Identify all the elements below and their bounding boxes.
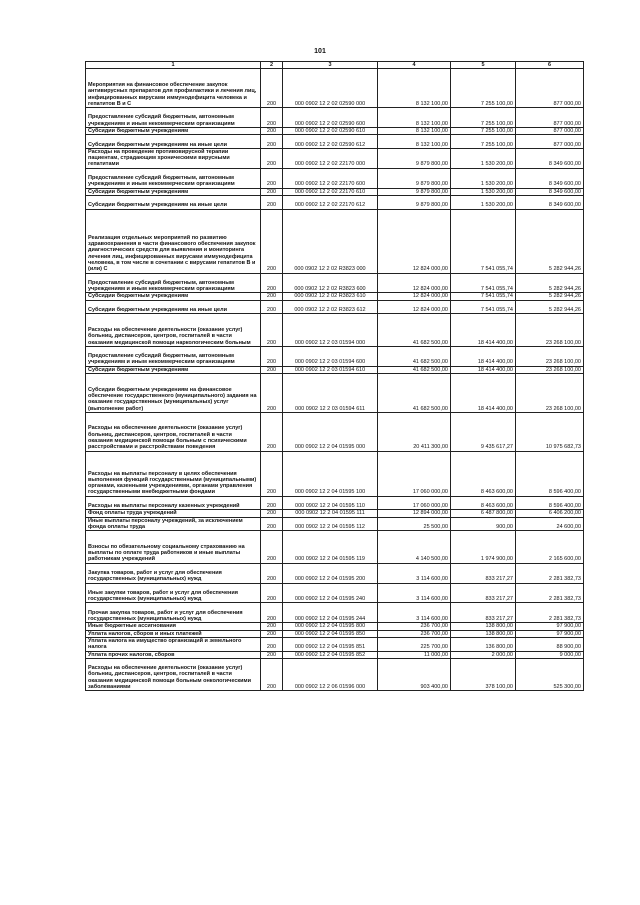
table-row	[86, 135, 584, 149]
remaining-amount-cell: 2 281 382,73	[516, 563, 584, 583]
approved-amount-cell: 12 824 000,00	[378, 273, 451, 293]
code-cell: 000 0902 12 2 06 01596 000	[283, 658, 378, 691]
approved-amount-cell: 41 682 500,00	[378, 314, 451, 347]
code-cell: 000 0902 12 2 04 01595 000	[283, 412, 378, 451]
section-cell: 200	[261, 583, 283, 603]
table-row	[86, 127, 584, 134]
section-cell: 200	[261, 374, 283, 413]
code-cell: 000 0902 12 2 04 01595 112	[283, 517, 378, 531]
remaining-amount-cell: 10 975 682,73	[516, 412, 584, 451]
table-body	[86, 69, 584, 691]
executed-amount-cell: 7 541 055,74	[451, 293, 516, 300]
section-cell: 200	[261, 293, 283, 300]
name-cell: Субсидии бюджетным учреждениям	[86, 127, 261, 134]
executed-amount-cell: 136 800,00	[451, 637, 516, 651]
section-cell: 200	[261, 637, 283, 651]
remaining-amount-cell: 2 281 382,73	[516, 603, 584, 623]
executed-amount-cell: 7 541 055,74	[451, 209, 516, 273]
code-cell: 000 0902 12 2 03 01594 611	[283, 374, 378, 413]
approved-amount-cell: 903 400,00	[378, 658, 451, 691]
page-number: 101	[314, 48, 326, 55]
approved-amount-cell: 41 682 500,00	[378, 366, 451, 373]
executed-amount-cell: 9 435 617,27	[451, 412, 516, 451]
remaining-amount-cell: 5 282 944,26	[516, 273, 584, 293]
table-row	[86, 651, 584, 658]
section-cell: 200	[261, 135, 283, 149]
approved-amount-cell: 12 824 000,00	[378, 300, 451, 314]
approved-amount-cell: 25 500,00	[378, 517, 451, 531]
code-cell: 000 0902 12 2 04 01595 111	[283, 510, 378, 517]
name-cell: Взносы по обязательному социальному страхованию на выплаты по оплате труда работников и иные выплаты работникам учреждений	[86, 531, 261, 564]
code-cell: 000 0902 12 2 04 01595 852	[283, 651, 378, 658]
name-cell: Предоставление субсидий бюджетным, автономным учреждениям и иным некоммерческим организациям	[86, 273, 261, 293]
section-cell: 200	[261, 517, 283, 531]
remaining-amount-cell: 9 000,00	[516, 651, 584, 658]
table-row	[86, 496, 584, 510]
remaining-amount-cell: 877 000,00	[516, 108, 584, 128]
remaining-amount-cell: 5 282 944,26	[516, 209, 584, 273]
header-cell: 5	[451, 62, 516, 69]
code-cell: 000 0902 12 2 04 01595 200	[283, 563, 378, 583]
executed-amount-cell: 138 800,00	[451, 623, 516, 630]
name-cell: Иные бюджетные ассигнования	[86, 623, 261, 630]
table-row	[86, 148, 584, 168]
executed-amount-cell: 900,00	[451, 517, 516, 531]
remaining-amount-cell: 8 349 600,00	[516, 188, 584, 195]
executed-amount-cell: 833 217,27	[451, 603, 516, 623]
remaining-amount-cell: 6 406 200,00	[516, 510, 584, 517]
name-cell: Иные закупки товаров, работ и услуг для обеспечения государственных (муниципальных) нужд	[86, 583, 261, 603]
approved-amount-cell: 3 114 600,00	[378, 563, 451, 583]
approved-amount-cell: 8 132 100,00	[378, 108, 451, 128]
approved-amount-cell: 8 132 100,00	[378, 135, 451, 149]
header-cell: 1	[86, 62, 261, 69]
section-cell: 200	[261, 658, 283, 691]
section-cell: 200	[261, 630, 283, 637]
approved-amount-cell: 8 132 100,00	[378, 69, 451, 108]
remaining-amount-cell: 877 000,00	[516, 127, 584, 134]
table-row	[86, 451, 584, 496]
section-cell: 200	[261, 195, 283, 209]
table-row	[86, 209, 584, 273]
executed-amount-cell: 6 487 800,00	[451, 510, 516, 517]
table-row	[86, 637, 584, 651]
executed-amount-cell: 7 255 100,00	[451, 69, 516, 108]
approved-amount-cell: 12 824 000,00	[378, 209, 451, 273]
executed-amount-cell: 8 463 600,00	[451, 451, 516, 496]
remaining-amount-cell: 88 900,00	[516, 637, 584, 651]
name-cell: Расходы на обеспечение деятельности (оказание услуг) больниц, диспансеров, центров, госпиталей в части оказания медицинской помощи наркологическим больным	[86, 314, 261, 347]
section-cell: 200	[261, 300, 283, 314]
code-cell: 000 0902 12 2 02 22170 600	[283, 168, 378, 188]
approved-amount-cell: 20 411 300,00	[378, 412, 451, 451]
table-row	[86, 366, 584, 373]
table-row	[86, 658, 584, 691]
code-cell: 000 0902 12 2 04 01595 800	[283, 623, 378, 630]
name-cell: Субсидии бюджетным учреждениям	[86, 188, 261, 195]
section-cell: 200	[261, 346, 283, 366]
table-row	[86, 273, 584, 293]
executed-amount-cell: 2 000,00	[451, 651, 516, 658]
code-cell: 000 0902 12 2 02 02590 610	[283, 127, 378, 134]
name-cell: Уплата прочих налогов, сборов	[86, 651, 261, 658]
approved-amount-cell: 17 060 000,00	[378, 451, 451, 496]
executed-amount-cell: 833 217,27	[451, 583, 516, 603]
executed-amount-cell: 1 530 200,00	[451, 188, 516, 195]
header-cell: 4	[378, 62, 451, 69]
table-row	[86, 346, 584, 366]
code-cell: 000 0902 12 2 03 01594 600	[283, 346, 378, 366]
name-cell: Иные выплаты персоналу учреждений, за исключением фонда оплаты труда	[86, 517, 261, 531]
approved-amount-cell: 11 000,00	[378, 651, 451, 658]
executed-amount-cell: 7 255 100,00	[451, 127, 516, 134]
section-cell: 200	[261, 366, 283, 373]
remaining-amount-cell: 23 268 100,00	[516, 314, 584, 347]
name-cell: Мероприятия на финансовое обеспечение закупок антивирусных препаратов для профилактики и лечения лиц, инфицированных вирусами иммунодефицита человека и гепатитов B и C	[86, 69, 261, 108]
name-cell: Расходы на обеспечение деятельности (оказание услуг) больниц, диспансеров, центров, госпиталей в части оказания медицинской помощи больным с психическими расстройствами и расстройствами поведения	[86, 412, 261, 451]
executed-amount-cell: 7 541 055,74	[451, 300, 516, 314]
code-cell: 000 0902 12 2 04 01595 244	[283, 603, 378, 623]
remaining-amount-cell: 8 349 600,00	[516, 148, 584, 168]
table-row	[86, 517, 584, 531]
code-cell: 000 0902 12 2 03 01594 000	[283, 314, 378, 347]
table-row	[86, 623, 584, 630]
code-cell: 000 0902 12 2 04 01595 240	[283, 583, 378, 603]
approved-amount-cell: 9 879 800,00	[378, 168, 451, 188]
approved-amount-cell: 225 700,00	[378, 637, 451, 651]
approved-amount-cell: 17 060 000,00	[378, 496, 451, 510]
approved-amount-cell: 41 682 500,00	[378, 346, 451, 366]
header-cell: 3	[283, 62, 378, 69]
executed-amount-cell: 833 217,27	[451, 563, 516, 583]
section-cell: 200	[261, 563, 283, 583]
name-cell: Фонд оплаты труда учреждений	[86, 510, 261, 517]
budget-table	[85, 61, 584, 691]
remaining-amount-cell: 8 596 400,00	[516, 496, 584, 510]
section-cell: 200	[261, 127, 283, 134]
name-cell: Прочая закупка товаров, работ и услуг для обеспечения государственных (муниципальных) нужд	[86, 603, 261, 623]
approved-amount-cell: 8 132 100,00	[378, 127, 451, 134]
section-cell: 200	[261, 451, 283, 496]
remaining-amount-cell: 8 596 400,00	[516, 451, 584, 496]
section-cell: 200	[261, 531, 283, 564]
executed-amount-cell: 18 414 400,00	[451, 366, 516, 373]
section-cell: 200	[261, 188, 283, 195]
executed-amount-cell: 1 530 200,00	[451, 195, 516, 209]
code-cell: 000 0902 12 2 02 22170 000	[283, 148, 378, 168]
name-cell: Предоставление субсидий бюджетным, автономным учреждениям и иным некоммерческим организациям	[86, 346, 261, 366]
name-cell: Субсидии бюджетным учреждениям	[86, 293, 261, 300]
executed-amount-cell: 18 414 400,00	[451, 374, 516, 413]
executed-amount-cell: 138 800,00	[451, 630, 516, 637]
approved-amount-cell: 4 140 500,00	[378, 531, 451, 564]
code-cell: 000 0902 12 2 04 01595 119	[283, 531, 378, 564]
approved-amount-cell: 9 879 800,00	[378, 195, 451, 209]
code-cell: 000 0902 12 2 02 R3823 610	[283, 293, 378, 300]
remaining-amount-cell: 23 268 100,00	[516, 366, 584, 373]
name-cell: Закупка товаров, работ и услуг для обеспечения государственных (муниципальных) нужд	[86, 563, 261, 583]
executed-amount-cell: 7 541 055,74	[451, 273, 516, 293]
section-cell: 200	[261, 168, 283, 188]
code-cell: 000 0902 12 2 02 R3823 600	[283, 273, 378, 293]
approved-amount-cell: 9 879 800,00	[378, 148, 451, 168]
section-cell: 200	[261, 510, 283, 517]
remaining-amount-cell: 5 282 944,26	[516, 300, 584, 314]
name-cell: Реализация отдельных мероприятий по развитию здравоохранения в части финансового обеспечения закупок диагностических средств для выявления и мониторинга лечения лиц, инфицированных вирусами иммунодефицита человека, в том числе в сочетании с вирусами гепатитов B и (или) C	[86, 209, 261, 273]
remaining-amount-cell: 877 000,00	[516, 135, 584, 149]
table-row	[86, 69, 584, 108]
table-row	[86, 630, 584, 637]
remaining-amount-cell: 877 000,00	[516, 69, 584, 108]
code-cell: 000 0902 12 2 04 01595 851	[283, 637, 378, 651]
name-cell: Субсидии бюджетным учреждениям на иные цели	[86, 195, 261, 209]
name-cell: Расходы на проведение противовирусной терапии пациентам, страдающим хроническими вирусными гепатитами	[86, 148, 261, 168]
remaining-amount-cell: 2 165 600,00	[516, 531, 584, 564]
table-row	[86, 563, 584, 583]
section-cell: 200	[261, 148, 283, 168]
executed-amount-cell: 1 530 200,00	[451, 168, 516, 188]
name-cell: Уплата налогов, сборов и иных платежей	[86, 630, 261, 637]
table-row	[86, 374, 584, 413]
header-cell: 6	[516, 62, 584, 69]
approved-amount-cell: 41 682 500,00	[378, 374, 451, 413]
code-cell: 000 0902 12 2 02 02590 000	[283, 69, 378, 108]
remaining-amount-cell: 8 349 600,00	[516, 195, 584, 209]
section-cell: 200	[261, 412, 283, 451]
remaining-amount-cell: 97 900,00	[516, 630, 584, 637]
table-row	[86, 168, 584, 188]
table-row	[86, 603, 584, 623]
remaining-amount-cell: 8 349 600,00	[516, 168, 584, 188]
table-row	[86, 188, 584, 195]
remaining-amount-cell: 5 282 944,26	[516, 293, 584, 300]
table-row	[86, 510, 584, 517]
name-cell: Расходы на обеспечение деятельности (оказание услуг) больниц, диспансеров, центров, госпиталей в части оказания медицинской помощи больным онкологическими заболеваниями	[86, 658, 261, 691]
approved-amount-cell: 12 824 000,00	[378, 293, 451, 300]
table-row	[86, 195, 584, 209]
executed-amount-cell: 18 414 400,00	[451, 314, 516, 347]
section-cell: 200	[261, 603, 283, 623]
code-cell: 000 0902 12 2 04 01595 110	[283, 496, 378, 510]
executed-amount-cell: 7 255 100,00	[451, 108, 516, 128]
remaining-amount-cell: 2 281 382,73	[516, 583, 584, 603]
name-cell: Предоставление субсидий бюджетным, автономным учреждениям и иным некоммерческим организациям	[86, 108, 261, 128]
approved-amount-cell: 12 894 000,00	[378, 510, 451, 517]
section-cell: 200	[261, 273, 283, 293]
name-cell: Субсидии бюджетным учреждениям на финансовое обеспечение государственного (муниципального) задания на оказание государственных (муниципальных) услуг (выполнение работ)	[86, 374, 261, 413]
code-cell: 000 0902 12 2 02 R3823 000	[283, 209, 378, 273]
section-cell: 200	[261, 314, 283, 347]
remaining-amount-cell: 525 300,00	[516, 658, 584, 691]
executed-amount-cell: 8 463 600,00	[451, 496, 516, 510]
code-cell: 000 0902 12 2 04 01595 850	[283, 630, 378, 637]
section-cell: 200	[261, 69, 283, 108]
table-row	[86, 293, 584, 300]
code-cell: 000 0902 12 2 02 22170 612	[283, 195, 378, 209]
code-cell: 000 0902 12 2 04 01595 100	[283, 451, 378, 496]
section-cell: 200	[261, 623, 283, 630]
remaining-amount-cell: 24 600,00	[516, 517, 584, 531]
section-cell: 200	[261, 209, 283, 273]
approved-amount-cell: 3 114 600,00	[378, 583, 451, 603]
section-cell: 200	[261, 108, 283, 128]
code-cell: 000 0902 12 2 02 02590 600	[283, 108, 378, 128]
executed-amount-cell: 18 414 400,00	[451, 346, 516, 366]
remaining-amount-cell: 23 268 100,00	[516, 374, 584, 413]
header-row	[86, 62, 584, 69]
table-row	[86, 583, 584, 603]
code-cell: 000 0902 12 2 02 R3823 612	[283, 300, 378, 314]
table-row	[86, 108, 584, 128]
name-cell: Субсидии бюджетным учреждениям на иные цели	[86, 300, 261, 314]
remaining-amount-cell: 97 900,00	[516, 623, 584, 630]
remaining-amount-cell: 23 268 100,00	[516, 346, 584, 366]
approved-amount-cell: 9 879 800,00	[378, 188, 451, 195]
executed-amount-cell: 7 255 100,00	[451, 135, 516, 149]
table-row	[86, 300, 584, 314]
table-row	[86, 314, 584, 347]
approved-amount-cell: 3 114 600,00	[378, 603, 451, 623]
code-cell: 000 0902 12 2 03 01594 610	[283, 366, 378, 373]
executed-amount-cell: 1 974 900,00	[451, 531, 516, 564]
name-cell: Уплата налога на имущество организаций и земельного налога	[86, 637, 261, 651]
code-cell: 000 0902 12 2 02 22170 610	[283, 188, 378, 195]
name-cell: Расходы на выплаты персоналу в целях обеспечения выполнения функций государственными (муниципальными) органами, казенными учреждениями, органами управления государственными внебюджетными фондами	[86, 451, 261, 496]
header-cell: 2	[261, 62, 283, 69]
name-cell: Субсидии бюджетным учреждениям на иные цели	[86, 135, 261, 149]
approved-amount-cell: 236 700,00	[378, 623, 451, 630]
approved-amount-cell: 236 700,00	[378, 630, 451, 637]
name-cell: Расходы на выплаты персоналу казенных учреждений	[86, 496, 261, 510]
name-cell: Субсидии бюджетным учреждениям	[86, 366, 261, 373]
section-cell: 200	[261, 496, 283, 510]
executed-amount-cell: 1 530 200,00	[451, 148, 516, 168]
executed-amount-cell: 378 100,00	[451, 658, 516, 691]
table-row	[86, 412, 584, 451]
section-cell: 200	[261, 651, 283, 658]
name-cell: Предоставление субсидий бюджетным, автономным учреждениям и иным некоммерческим организациям	[86, 168, 261, 188]
table-row	[86, 531, 584, 564]
code-cell: 000 0902 12 2 02 02590 612	[283, 135, 378, 149]
